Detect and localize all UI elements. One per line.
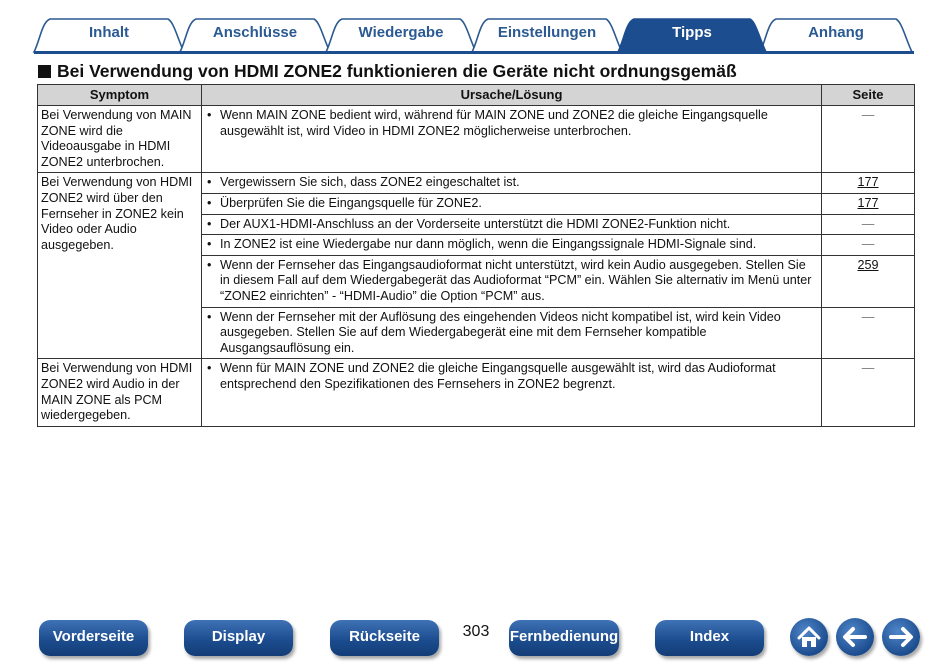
tab-anhang[interactable]: Anhang [808, 24, 864, 41]
page-cell [822, 307, 915, 359]
forward-button[interactable] [882, 618, 920, 656]
cause-text: Wenn der Fernseher das Eingangsaudioformat nicht unterstützt, wird kein Audio ausgegeben. Stellen Sie in diesem Fall auf dem Wiedergabegerät das Audioformat “PCM” ein. Wählen Sie alternativ im Menü unter “ZONE2 einrichten” - “HDMI-Audio” die Option “PCM” aus. [220, 257, 812, 303]
tab-wiedergabe[interactable]: Wiedergabe [358, 24, 444, 41]
page-cell [822, 173, 915, 194]
cause-text: Wenn MAIN ZONE bedient wird, während für MAIN ZONE und ZONE2 die gleiche Eingangsquelle ausgewählt ist, wird Video in HDMI ZONE2 möglicherweise unterbrochen. [220, 108, 768, 138]
square-bullet-icon [38, 65, 51, 78]
bullet-icon: • [207, 108, 212, 122]
page-cell [822, 235, 915, 256]
table-row [38, 106, 915, 173]
tab-einstellungen[interactable]: Einstellungen [497, 24, 597, 41]
cause-text: Überprüfen Sie die Eingangsquelle für ZONE2. [220, 195, 482, 210]
cause-cell [202, 307, 822, 359]
page-number: 303 [462, 623, 490, 640]
index-button[interactable]: Index [655, 620, 764, 656]
tab-tipps[interactable]: Tipps [672, 24, 712, 41]
fernbedienung-button[interactable]: Fernbedienung [509, 620, 619, 656]
table-row [38, 359, 915, 426]
page-dash: — [861, 361, 875, 376]
page-cell [822, 193, 915, 214]
bullet-icon: • [207, 257, 212, 272]
page-dash: — [861, 216, 875, 231]
page-dash: — [861, 309, 875, 324]
page-link-259[interactable]: 259 [857, 257, 879, 272]
cause-text: Wenn für MAIN ZONE und ZONE2 die gleiche Eingangsquelle ausgewählt ist, wird das Audioformat entsprechend den Spezifikationen des Fernsehers in ZONE2 begrenzt. [220, 361, 776, 391]
tab-inhalt[interactable]: Inhalt [89, 24, 129, 41]
troubleshooting-table [37, 84, 915, 427]
table-row [38, 173, 915, 194]
section-title-text: Bei Verwendung von HDMI ZONE2 funktionieren die Geräte nicht ordnungsgemäß [57, 61, 737, 81]
cause-cell [202, 235, 822, 256]
page-cell [822, 359, 915, 426]
page-link-177[interactable]: 177 [857, 195, 879, 210]
tab-anschluesse[interactable]: Anschlüsse [212, 24, 298, 41]
cause-text: Vergewissern Sie sich, dass ZONE2 eingeschaltet ist. [220, 175, 520, 190]
arrow-right-icon [882, 618, 920, 656]
back-button[interactable] [836, 618, 874, 656]
bullet-icon: • [207, 361, 212, 376]
header-page: Seite [822, 85, 915, 106]
home-button[interactable] [790, 618, 828, 656]
page-link-177[interactable]: 177 [857, 175, 879, 190]
cause-cell [202, 359, 822, 426]
bullet-icon: • [207, 175, 212, 190]
display-button[interactable]: Display [184, 620, 293, 656]
cause-cell [202, 214, 822, 235]
page-cell [822, 255, 915, 307]
symptom-cell: Bei Verwendung von HDMI ZONE2 wird über den Fernseher in ZONE2 kein Video oder Audio ausgegeben. [38, 173, 202, 359]
tab-bar [0, 0, 950, 56]
page-dash: — [861, 237, 875, 252]
header-symptom: Symptom [38, 85, 202, 106]
section-title [38, 61, 918, 82]
cause-cell [202, 173, 822, 194]
cause-cell [202, 106, 822, 173]
table-header-row [38, 85, 915, 106]
cause-text: In ZONE2 ist eine Wiedergabe nur dann möglich, wenn die Eingangssignale HDMI-Signale sind. [220, 237, 757, 252]
page-cell [822, 214, 915, 235]
arrow-left-icon [836, 618, 874, 656]
bullet-icon: • [207, 237, 212, 252]
cause-text: Wenn der Fernseher mit der Auflösung des eingehenden Videos nicht kompatibel ist, wird kein Video ausgegeben. Stellen Sie auf dem Wiedergabegerät eine mit dem Fernseher kompatible Ausgangsauflösung ein. [220, 309, 781, 355]
symptom-cell: Bei Verwendung von MAIN ZONE wird die Videoausgabe in HDMI ZONE2 unterbrochen. [38, 106, 202, 173]
symptom-cell: Bei Verwendung von HDMI ZONE2 wird Audio in der MAIN ZONE als PCM wiedergegeben. [38, 359, 202, 426]
page-dash: — [861, 108, 875, 122]
bullet-icon: • [207, 309, 212, 324]
header-cause: Ursache/Lösung [202, 85, 822, 106]
rueckseite-button[interactable]: Rückseite [330, 620, 439, 656]
cause-cell [202, 193, 822, 214]
page-cell [822, 106, 915, 173]
vorderseite-button[interactable]: Vorderseite [39, 620, 148, 656]
bullet-icon: • [207, 216, 212, 231]
bullet-icon: • [207, 195, 212, 210]
home-icon [790, 618, 828, 656]
cause-text: Der AUX1-HDMI-Anschluss an der Vorderseite unterstützt die HDMI ZONE2-Funktion nicht. [220, 216, 731, 231]
cause-cell [202, 255, 822, 307]
